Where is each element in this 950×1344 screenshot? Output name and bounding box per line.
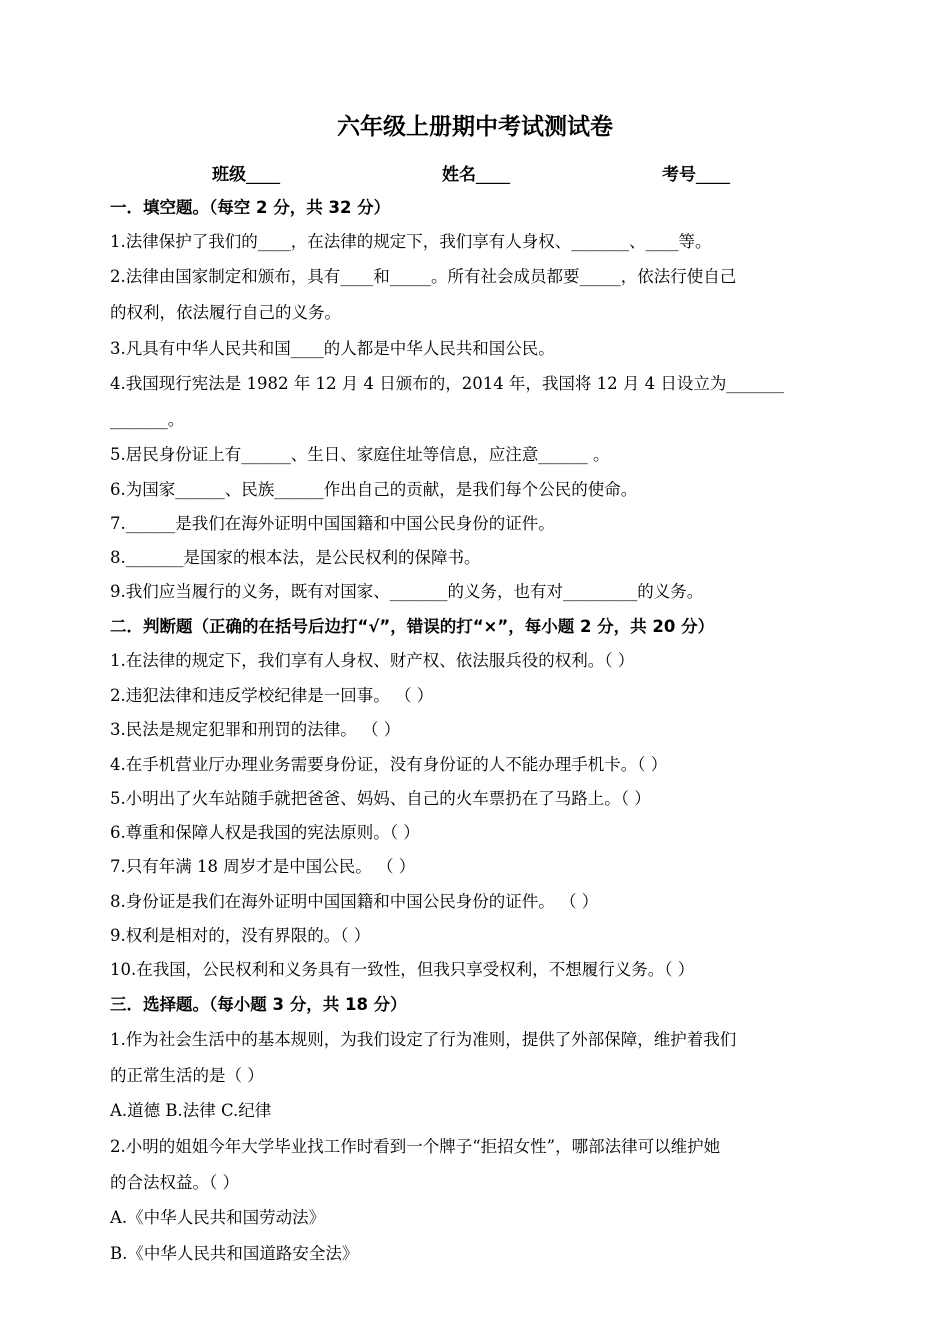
question-line: 1.作为社会生活中的基本规则，为我们设定了行为准则，提供了外部保障，维护着我们 (110, 1030, 737, 1049)
section-heading: 一．填空题。（每空 2 分，共 32 分） (110, 198, 391, 217)
question-line: 10.在我国，公民权利和义务具有一致性，但我只享受权利，不想履行义务。（ ） (110, 960, 695, 979)
number-blank: ____ (696, 165, 730, 185)
question-line: 的正常生活的是（ ） (110, 1066, 264, 1085)
question-line: 1.法律保护了我们的____，在法律的规定下，我们享有人身权、_______、____等。 (110, 232, 712, 251)
section-heading: 三．选择题。（每小题 3 分，共 18 分） (110, 995, 407, 1014)
question-line: 1.在法律的规定下，我们享有人身权、财产权、依法服兵役的权利。（ ） (110, 651, 635, 670)
question-line: 7.______是我们在海外证明中国国籍和中国公民身份的证件。 (110, 514, 555, 533)
question-line: 的合法权益。（ ） (110, 1173, 239, 1192)
number-label: 考号 (662, 165, 696, 185)
name-field (442, 160, 510, 185)
name-label: 姓名 (442, 165, 476, 185)
question-line: 6.为国家______、民族______作出自己的贡献，是我们每个公民的使命。 (110, 480, 638, 499)
question-line: 3.凡具有中华人民共和国____的人都是中华人民共和国公民。 (110, 339, 555, 358)
option-line: A.《中华人民共和国劳动法》 (110, 1208, 326, 1227)
question-line: 6.尊重和保障人权是我国的宪法原则。（ ） (110, 823, 420, 842)
question-line: 4.在手机营业厅办理业务需要身份证，没有身份证的人不能办理手机卡。（ ） (110, 755, 668, 774)
question-line: 8._______是国家的根本法，是公民权利的保障书。 (110, 548, 481, 567)
name-blank: ____ (476, 165, 510, 185)
question-line: 8.身份证是我们在海外证明中国国籍和中国公民身份的证件。 （ ） (110, 892, 599, 911)
question-line: 2.小明的姐姐今年大学毕业找工作时看到一个牌子“拒招女性”，哪部法律可以维护她 (110, 1137, 721, 1156)
option-line: B.《中华人民共和国道路安全法》 (110, 1244, 359, 1263)
question-line: 3.民法是规定犯罪和刑罚的法律。 （ ） (110, 720, 401, 739)
number-field (662, 160, 730, 185)
question-line: 2.违犯法律和违反学校纪律是一回事。 （ ） (110, 686, 434, 705)
class-label: 班级 (212, 165, 246, 185)
question-line: 7.只有年满 18 周岁才是中国公民。 （ ） (110, 857, 416, 876)
question-line: 4.我国现行宪法是 1982 年 12 月 4 日颁布的，2014 年，我国将 12 月 4 日设立为_______ (110, 374, 785, 393)
question-line: _______。 (110, 410, 185, 429)
question-line: 的权利，依法履行自己的义务。 (110, 303, 341, 322)
page-title: 六年级上册期中考试测试卷 (337, 114, 613, 140)
question-line: 5.居民身份证上有______、生日、家庭住址等信息，应注意______ 。 (110, 445, 610, 464)
question-line: 9.权利是相对的，没有界限的。（ ） (110, 926, 371, 945)
question-line: 9.我们应当履行的义务，既有对国家、_______的义务，也有对_________的义务。 (110, 582, 704, 601)
question-line: 5.小明出了火车站随手就把爸爸、妈妈、自己的火车票扔在了马路上。（ ） (110, 789, 651, 808)
section-heading: 二．判断题（正确的在括号后边打“√”，错误的打“×”，每小题 2 分，共 20 分） (110, 617, 715, 636)
question-line: 2.法律由国家制定和颁布，具有____和_____。所有社会成员都要_____，依法行使自己 (110, 267, 737, 286)
class-blank: ____ (246, 165, 280, 185)
option-line: A.道德 B.法律 C.纪律 (110, 1101, 272, 1120)
class-field (212, 160, 280, 185)
